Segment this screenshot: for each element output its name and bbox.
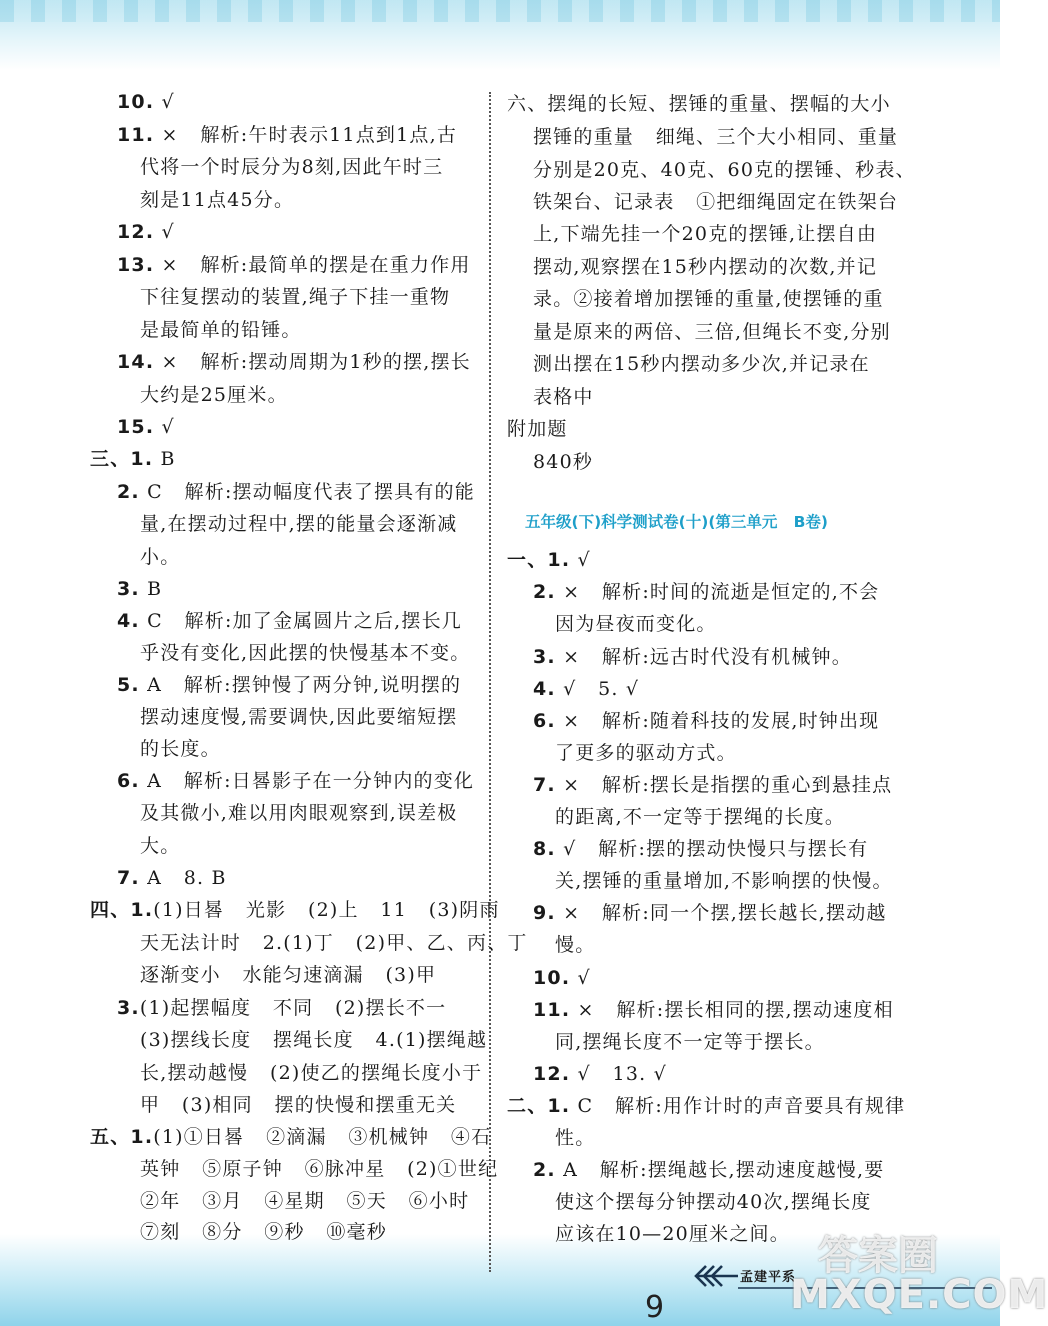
answer-line — [555, 869, 893, 893]
answer-text: (3)摆线长度 摆绳长度 4.(1)摆绳越 — [140, 1029, 488, 1051]
answer-line — [140, 1061, 482, 1085]
answer-text: 刻是11点45分。 — [140, 189, 295, 211]
answer-line — [140, 705, 457, 729]
answer-text: 长,摆动越慢 (2)使乙的摆绳长度小于 — [140, 1062, 483, 1084]
answer-text: √ — [570, 549, 591, 571]
answer-text: 测出摆在15秒内摆动多少次,并记录在 — [533, 353, 870, 375]
question-number: 五、1. — [90, 1126, 154, 1148]
answer-line — [140, 737, 221, 761]
answer-text: 六、摆绳的长短、摆锤的重量、摆幅的大小 — [507, 93, 891, 115]
answer-line — [140, 1220, 387, 1244]
answer-text: × 解析:随着科技的发展,时钟出现 — [555, 710, 880, 732]
answer-line — [533, 773, 892, 797]
answer-text: √ — [154, 416, 175, 438]
answer-text: × 解析:时间的流逝是恒定的,不会 — [555, 581, 880, 603]
answer-line — [140, 963, 436, 987]
answer-text: 摆锤的重量 细绳、三个大小相同、重量 — [533, 126, 899, 148]
answer-line — [533, 287, 884, 311]
answer-text: A 解析:日晷影子在一分钟内的变化 — [139, 770, 475, 792]
answer-line — [140, 155, 443, 179]
answer-line — [533, 352, 870, 376]
answer-text: × 解析:午时表示11点到1点,古 — [154, 124, 458, 146]
answer-text: 甲 (3)相同 摆的快慢和摆重无关 — [140, 1094, 457, 1116]
answer-text: 铁架台、记录表 ①把细绳固定在铁架台 — [533, 191, 899, 213]
answer-line — [507, 548, 591, 572]
answer-line — [533, 450, 593, 474]
answer-line — [507, 92, 891, 116]
answer-line — [140, 1028, 487, 1052]
answer-line — [117, 577, 162, 601]
answer-line — [507, 1094, 905, 1118]
answer-line — [117, 415, 175, 439]
answer-line — [140, 188, 294, 212]
answer-line — [117, 480, 475, 504]
question-number: 2. — [533, 1159, 556, 1181]
answer-line — [140, 641, 470, 665]
answer-line — [140, 383, 288, 407]
answer-text: (1)日晷 光影 (2)上 11 (3)阴雨 — [153, 899, 500, 921]
watermark-url: MXQE.COM — [790, 1272, 1048, 1318]
question-number: 9. — [533, 902, 556, 924]
answer-text: 的距离,不一定等于摆绳的长度。 — [555, 806, 846, 828]
answer-text: 表格中 — [533, 386, 594, 408]
top-decoration-band — [0, 0, 1000, 70]
question-number: 四、1. — [90, 899, 154, 921]
answer-text: 同,摆绳长度不一定等于摆长。 — [555, 1031, 825, 1053]
answer-text: 乎没有变化,因此摆的快慢基本不变。 — [140, 642, 471, 664]
answer-line — [140, 931, 528, 955]
answer-text: A 解析:摆绳越长,摆动速度越慢,要 — [555, 1159, 885, 1181]
answer-text: √ — [570, 967, 591, 989]
answer-text: 了更多的驱动方式。 — [555, 742, 737, 764]
answer-line — [533, 320, 891, 344]
answer-line — [90, 447, 176, 471]
answer-text: 摆动,观察摆在15秒内摆动的次数,并记 — [533, 256, 878, 278]
answer-line — [533, 966, 591, 990]
question-number: 12. — [117, 221, 155, 243]
answer-text: 的长度。 — [140, 738, 221, 760]
question-number: 14. — [117, 351, 155, 373]
question-number: 15. — [117, 416, 155, 438]
answer-text: 使这个摆每分钟摆动40次,摆绳长度 — [555, 1191, 872, 1213]
answer-line — [533, 158, 916, 182]
answer-line — [555, 1222, 790, 1246]
question-number: 12. — [533, 1063, 571, 1085]
answer-text: 天无法计时 2.(1)丁 (2)甲、乙、丙、丁 — [140, 932, 528, 954]
answer-line — [533, 1158, 884, 1182]
answer-line — [533, 580, 879, 604]
answer-line — [140, 512, 457, 536]
answer-text: 量是原来的两倍、三倍,但绳长不变,分别 — [533, 321, 891, 343]
answer-text: C 解析:加了金属圆片之后,摆长几 — [139, 610, 462, 632]
answer-line — [117, 866, 227, 890]
answer-line — [140, 1157, 498, 1181]
answer-text: 及其微小,难以用肉眼观察到,误差极 — [140, 802, 458, 824]
answer-text: (1)①日晷 ②滴漏 ③机械钟 ④石 — [153, 1126, 492, 1148]
answer-line — [140, 318, 302, 342]
question-number: 10. — [533, 967, 571, 989]
answer-text: 附加题 — [507, 418, 568, 440]
answer-line — [117, 769, 474, 793]
question-number: 13. — [117, 254, 155, 276]
answer-text: × 解析:同一个摆,摆长越长,摆动越 — [555, 902, 887, 924]
answer-text: 英钟 ⑤原子钟 ⑥脉冲星 (2)①世纪 — [140, 1158, 499, 1180]
answer-line — [140, 1093, 456, 1117]
answer-line — [555, 933, 595, 957]
answer-text: × 解析:远古时代没有机械钟。 — [555, 646, 852, 668]
section-heading: 五年级(下)科学测试卷(十)(第三单元 B卷) — [525, 513, 829, 531]
question-number: 3. — [533, 646, 556, 668]
answer-text: 小。 — [140, 546, 181, 568]
question-number: 三、1. — [90, 448, 154, 470]
answer-line — [117, 609, 462, 633]
answer-line — [90, 898, 500, 922]
answer-text: 逐渐变小 水能匀速滴漏 (3)甲 — [140, 964, 437, 986]
answer-text: 上,下端先挂一个20克的摆锤,让摆自由 — [533, 223, 878, 245]
answer-line — [140, 834, 180, 858]
answer-line — [117, 90, 175, 114]
answer-text: 分别是20克、40克、60克的摆锤、秒表、 — [533, 159, 916, 181]
answer-text: C 解析:摆动幅度代表了摆具有的能 — [139, 481, 475, 503]
answer-text: C 解析:用作计时的声音要具有规律 — [570, 1095, 906, 1117]
answer-line — [555, 1190, 872, 1214]
question-number: 一、1. — [507, 549, 571, 571]
answer-text: ⑦刻 ⑧分 ⑨秒 ⑩毫秒 — [140, 1221, 387, 1243]
watermark-logo-text: 答案圈 — [818, 1233, 938, 1279]
answer-text: × 解析:摆长是指摆的重心到悬挂点 — [555, 774, 893, 796]
answer-text: ②年 ③月 ④星期 ⑤天 ⑥小时 — [140, 1190, 470, 1212]
question-number: 2. — [117, 481, 140, 503]
answer-text: √ 解析:摆的摆动快慢只与摆长有 — [555, 838, 869, 860]
answer-line — [533, 901, 887, 925]
answer-line — [533, 385, 594, 409]
answer-line — [533, 645, 852, 669]
answer-line — [533, 677, 639, 701]
page-number: 9 — [645, 1290, 665, 1325]
answer-line — [117, 220, 175, 244]
answer-line — [555, 1126, 595, 1150]
answer-line — [533, 222, 877, 246]
answer-line — [533, 1062, 667, 1086]
answer-text: 是最简单的铅锤。 — [140, 319, 302, 341]
answer-line — [533, 255, 877, 279]
answer-line — [140, 1189, 469, 1213]
answer-text: 840秒 — [533, 451, 594, 473]
answer-text: 摆动速度慢,需要调快,因此要缩短摆 — [140, 706, 458, 728]
question-number: 11. — [533, 999, 571, 1021]
question-number: 2. — [533, 581, 556, 603]
answer-line — [117, 123, 457, 147]
answer-text: 因为昼夜而变化。 — [555, 613, 717, 635]
answer-line — [117, 253, 471, 277]
answer-line — [555, 612, 717, 636]
answer-line — [117, 350, 471, 374]
answer-line — [533, 190, 898, 214]
answer-text: 大约是25厘米。 — [140, 384, 288, 406]
question-number: 二、1. — [507, 1095, 571, 1117]
answer-text: × 解析:摆动周期为1秒的摆,摆长 — [154, 351, 471, 373]
question-number: 4. — [117, 610, 140, 632]
question-number: 6. — [533, 710, 556, 732]
answer-line — [140, 801, 457, 825]
answer-text: B — [153, 448, 176, 470]
answer-line — [533, 709, 879, 733]
answer-text: × 解析:最简单的摆是在重力作用 — [154, 254, 471, 276]
answer-text: A 解析:摆钟慢了两分钟,说明摆的 — [139, 674, 462, 696]
answer-text: √ 5. √ — [555, 678, 640, 700]
answer-text: (1)起摆幅度 不同 (2)摆长不一 — [139, 997, 447, 1019]
answer-line — [555, 741, 737, 765]
question-number: 6. — [117, 770, 140, 792]
answer-line — [140, 545, 180, 569]
answer-line — [533, 998, 894, 1022]
question-number: 5. — [117, 674, 140, 696]
question-number: 8. — [533, 838, 556, 860]
answer-line — [555, 805, 845, 829]
answer-text: 应该在10—20厘米之间。 — [555, 1223, 790, 1245]
answer-text: 慢。 — [555, 934, 596, 956]
answer-text: 量,在摆动过程中,摆的能量会逐渐减 — [140, 513, 458, 535]
answer-line — [533, 837, 868, 861]
answer-text: √ 13. √ — [570, 1063, 667, 1085]
question-number: 11. — [117, 124, 155, 146]
question-number: 3. — [117, 578, 140, 600]
question-number: 3. — [117, 997, 140, 1019]
answer-text: 关,摆锤的重量增加,不影响摆的快慢。 — [555, 870, 893, 892]
answer-line — [90, 1125, 491, 1149]
column-divider — [489, 92, 491, 1272]
answer-text: × 解析:摆长相同的摆,摆动速度相 — [570, 999, 894, 1021]
answer-line — [555, 1030, 825, 1054]
answer-line — [140, 285, 450, 309]
brand-label: 孟建平系 — [740, 1270, 797, 1285]
answer-line — [117, 673, 461, 697]
answer-text: 下往复摆动的装置,绳子下挂一重物 — [140, 286, 451, 308]
answer-text: √ — [154, 221, 175, 243]
answer-line — [507, 417, 568, 441]
answer-text: 代将一个时辰分为8刻,因此午时三 — [140, 156, 444, 178]
answer-line — [117, 996, 446, 1020]
answer-text: 性。 — [555, 1127, 596, 1149]
question-number: 7. — [533, 774, 556, 796]
answer-text: 录。②接着增加摆锤的重量,使摆锤的重 — [533, 288, 884, 310]
answer-text: 大。 — [140, 835, 181, 857]
answer-line — [533, 125, 898, 149]
question-number: 7. — [117, 867, 140, 889]
answer-text: √ — [154, 91, 175, 113]
answer-text: A 8. B — [139, 867, 227, 889]
answer-text: B — [139, 578, 163, 600]
question-number: 10. — [117, 91, 155, 113]
question-number: 4. — [533, 678, 556, 700]
